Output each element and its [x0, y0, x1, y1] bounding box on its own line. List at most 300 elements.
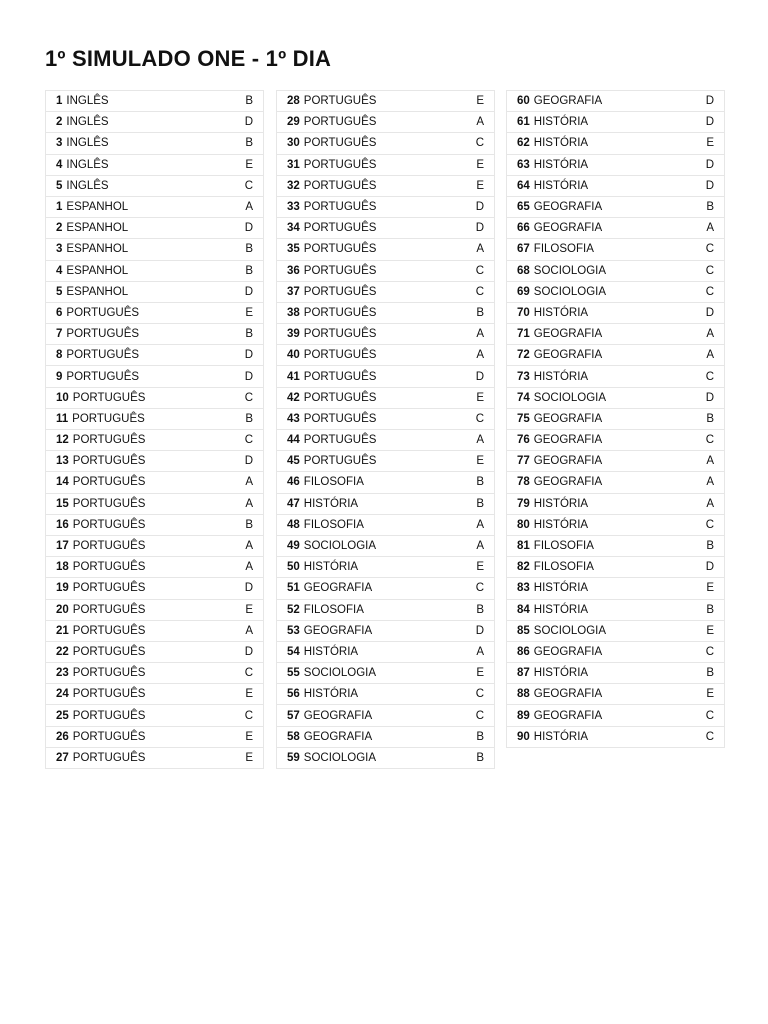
answer-row — [276, 600, 495, 621]
answer-letter: B — [245, 518, 253, 531]
subject-label: GEOGRAFIA — [533, 328, 603, 341]
subject-label: HISTÓRIA — [533, 306, 589, 319]
question-number: 31 — [287, 158, 300, 171]
answer-row — [276, 494, 495, 515]
answer-letter: B — [245, 264, 253, 277]
subject-label: SOCIOLOGIA — [303, 667, 377, 680]
answer-letter: A — [706, 222, 714, 235]
question-number: 12 — [56, 434, 69, 447]
subject-label: FILOSOFIA — [533, 243, 594, 256]
answer-letter: B — [245, 328, 253, 341]
answer-row — [45, 578, 264, 599]
answer-letter: C — [705, 645, 714, 658]
question-number: 79 — [517, 497, 530, 510]
question-number: 46 — [287, 476, 300, 489]
subject-label: SOCIOLOGIA — [533, 285, 607, 298]
subject-label: HISTÓRIA — [533, 518, 589, 531]
answer-letter: A — [476, 116, 484, 129]
subject-label: HISTÓRIA — [303, 688, 359, 701]
answer-column-2 — [276, 90, 495, 769]
subject-label: HISTÓRIA — [303, 561, 359, 574]
question-number: 24 — [56, 688, 69, 701]
subject-label: PORTUGUÊS — [303, 158, 377, 171]
answer-row — [276, 515, 495, 536]
answer-row — [276, 345, 495, 366]
answer-row — [506, 366, 725, 387]
question-number: 35 — [287, 243, 300, 256]
question-number: 83 — [517, 582, 530, 595]
answer-letter: C — [705, 285, 714, 298]
question-number: 22 — [56, 645, 69, 658]
answer-letter: C — [705, 730, 714, 743]
question-number: 1 — [56, 201, 63, 214]
subject-label: SOCIOLOGIA — [303, 540, 377, 553]
answer-letter: C — [705, 709, 714, 722]
subject-label: INGLÊS — [66, 95, 109, 108]
answer-letter: B — [476, 730, 484, 743]
question-number: 75 — [517, 412, 530, 425]
answer-row — [506, 218, 725, 239]
answer-letter: E — [476, 158, 484, 171]
question-number: 89 — [517, 709, 530, 722]
answer-row — [45, 748, 264, 769]
subject-label: GEOGRAFIA — [303, 582, 373, 595]
answer-letter: C — [475, 582, 484, 595]
question-number: 88 — [517, 688, 530, 701]
answer-row — [276, 388, 495, 409]
page-title: 1º SIMULADO ONE - 1º DIA — [45, 46, 332, 71]
subject-label: FILOSOFIA — [303, 603, 364, 616]
subject-label: PORTUGUÊS — [72, 709, 146, 722]
answer-letter: A — [245, 540, 253, 553]
subject-label: GEOGRAFIA — [533, 349, 603, 362]
question-number: 5 — [56, 179, 63, 192]
subject-label: HISTÓRIA — [533, 158, 589, 171]
subject-label: PORTUGUÊS — [72, 476, 146, 489]
answer-letter: C — [244, 434, 253, 447]
subject-label: HISTÓRIA — [533, 730, 589, 743]
subject-label: PORTUGUÊS — [303, 328, 377, 341]
question-number: 7 — [56, 328, 63, 341]
subject-label: PORTUGUÊS — [303, 137, 377, 150]
subject-label: HISTÓRIA — [533, 370, 589, 383]
question-number: 27 — [56, 751, 69, 764]
answer-letter: E — [706, 688, 714, 701]
question-number: 5 — [56, 285, 63, 298]
answer-row — [276, 324, 495, 345]
subject-label: PORTUGUÊS — [303, 391, 377, 404]
subject-label: HISTÓRIA — [533, 582, 589, 595]
answer-row — [45, 388, 264, 409]
question-number: 81 — [517, 540, 530, 553]
answer-row — [45, 600, 264, 621]
answer-row — [276, 536, 495, 557]
question-number: 84 — [517, 603, 530, 616]
answer-row — [45, 430, 264, 451]
question-number: 26 — [56, 730, 69, 743]
question-number: 18 — [56, 561, 69, 574]
answer-letter: B — [706, 603, 714, 616]
question-number: 9 — [56, 370, 63, 383]
subject-label: GEOGRAFIA — [303, 709, 373, 722]
answer-row — [506, 515, 725, 536]
subject-label: HISTÓRIA — [533, 667, 589, 680]
answer-row — [45, 324, 264, 345]
answer-row — [45, 663, 264, 684]
answer-letter: E — [245, 751, 253, 764]
subject-label: PORTUGUÊS — [303, 179, 377, 192]
answer-letter: E — [476, 667, 484, 680]
subject-label: PORTUGUÊS — [72, 391, 146, 404]
answer-letter: C — [244, 391, 253, 404]
answer-letter: B — [706, 201, 714, 214]
answer-row — [276, 218, 495, 239]
answer-row — [45, 684, 264, 705]
question-number: 48 — [287, 518, 300, 531]
answer-letter: B — [706, 412, 714, 425]
answer-letter: D — [244, 116, 253, 129]
question-number: 32 — [287, 179, 300, 192]
subject-label: PORTUGUÊS — [303, 116, 377, 129]
subject-label: INGLÊS — [66, 137, 109, 150]
answer-row — [45, 451, 264, 472]
question-number: 51 — [287, 582, 300, 595]
question-number: 53 — [287, 624, 300, 637]
answer-row — [276, 303, 495, 324]
subject-label: INGLÊS — [66, 158, 109, 171]
subject-label: PORTUGUÊS — [66, 349, 140, 362]
answer-row — [506, 494, 725, 515]
answer-letter: E — [476, 561, 484, 574]
question-number: 87 — [517, 667, 530, 680]
question-number: 36 — [287, 264, 300, 277]
answer-row — [506, 621, 725, 642]
answer-row — [506, 261, 725, 282]
answer-letter: E — [706, 582, 714, 595]
answer-row — [506, 176, 725, 197]
question-number: 59 — [287, 751, 300, 764]
subject-label: PORTUGUÊS — [303, 455, 377, 468]
subject-label: SOCIOLOGIA — [533, 624, 607, 637]
answer-letter: A — [706, 476, 714, 489]
subject-label: ESPANHOL — [66, 222, 129, 235]
answer-row — [506, 451, 725, 472]
answer-row — [276, 684, 495, 705]
answer-row — [506, 388, 725, 409]
answer-letter: C — [705, 434, 714, 447]
answer-row — [45, 366, 264, 387]
question-number: 82 — [517, 561, 530, 574]
answer-row — [276, 727, 495, 748]
answer-row — [45, 727, 264, 748]
answer-letter: D — [244, 582, 253, 595]
question-number: 80 — [517, 518, 530, 531]
question-number: 56 — [287, 688, 300, 701]
answer-letter: C — [475, 412, 484, 425]
answer-letter: C — [705, 518, 714, 531]
answer-letter: A — [245, 497, 253, 510]
answer-row — [276, 557, 495, 578]
answer-row — [506, 684, 725, 705]
subject-label: HISTÓRIA — [533, 497, 589, 510]
answer-row — [276, 642, 495, 663]
answer-column-3 — [506, 90, 725, 748]
answer-row — [506, 303, 725, 324]
subject-label: PORTUGUÊS — [303, 201, 377, 214]
question-number: 90 — [517, 730, 530, 743]
answer-row — [506, 409, 725, 430]
subject-label: PORTUGUÊS — [66, 306, 140, 319]
answer-letter: B — [245, 95, 253, 108]
answer-row — [45, 197, 264, 218]
answer-letter: C — [244, 179, 253, 192]
subject-label: GEOGRAFIA — [533, 645, 603, 658]
answer-row — [45, 176, 264, 197]
answer-letter: B — [476, 476, 484, 489]
subject-label: PORTUGUÊS — [66, 370, 140, 383]
answer-letter: A — [245, 476, 253, 489]
answer-letter: A — [245, 201, 253, 214]
question-number: 52 — [287, 603, 300, 616]
question-number: 40 — [287, 349, 300, 362]
answer-letter: D — [705, 116, 714, 129]
subject-label: PORTUGUÊS — [303, 243, 377, 256]
subject-label: GEOGRAFIA — [533, 455, 603, 468]
subject-label: HISTÓRIA — [533, 137, 589, 150]
question-number: 38 — [287, 306, 300, 319]
answer-row — [45, 261, 264, 282]
question-number: 70 — [517, 306, 530, 319]
question-number: 3 — [56, 243, 63, 256]
subject-label: FILOSOFIA — [303, 518, 364, 531]
question-number: 49 — [287, 540, 300, 553]
answer-row — [45, 621, 264, 642]
question-number: 19 — [56, 582, 69, 595]
subject-label: FILOSOFIA — [533, 540, 594, 553]
answer-letter: D — [244, 455, 253, 468]
answer-letter: E — [706, 624, 714, 637]
subject-label: GEOGRAFIA — [533, 709, 603, 722]
answer-letter: E — [706, 137, 714, 150]
answer-row — [45, 91, 264, 112]
answer-letter: A — [476, 328, 484, 341]
answer-row — [276, 155, 495, 176]
answer-row — [45, 282, 264, 303]
question-number: 21 — [56, 624, 69, 637]
question-number: 30 — [287, 137, 300, 150]
answer-row — [45, 536, 264, 557]
answer-row — [276, 197, 495, 218]
answer-row — [506, 112, 725, 133]
answer-row — [506, 578, 725, 599]
answer-row — [276, 261, 495, 282]
subject-label: GEOGRAFIA — [303, 730, 373, 743]
answer-row — [45, 642, 264, 663]
answer-row — [506, 727, 725, 748]
answer-row — [276, 451, 495, 472]
question-number: 44 — [287, 434, 300, 447]
answer-row — [45, 472, 264, 493]
subject-label: PORTUGUÊS — [303, 95, 377, 108]
subject-label: PORTUGUÊS — [66, 328, 140, 341]
question-number: 13 — [56, 455, 69, 468]
answer-row — [506, 663, 725, 684]
question-number: 2 — [56, 222, 63, 235]
subject-label: GEOGRAFIA — [533, 95, 603, 108]
answer-letter: D — [705, 158, 714, 171]
answer-letter: E — [476, 179, 484, 192]
answer-letter: A — [706, 328, 714, 341]
subject-label: PORTUGUÊS — [303, 434, 377, 447]
answer-letter: A — [476, 645, 484, 658]
question-number: 65 — [517, 201, 530, 214]
subject-label: PORTUGUÊS — [72, 518, 146, 531]
question-number: 66 — [517, 222, 530, 235]
subject-label: GEOGRAFIA — [533, 434, 603, 447]
subject-label: FILOSOFIA — [303, 476, 364, 489]
answer-letter: B — [706, 540, 714, 553]
answer-row — [506, 430, 725, 451]
answer-letter: B — [476, 306, 484, 319]
subject-label: PORTUGUÊS — [72, 497, 146, 510]
answer-letter: A — [476, 434, 484, 447]
answer-letter: C — [475, 285, 484, 298]
subject-label: ESPANHOL — [66, 264, 129, 277]
question-number: 29 — [287, 116, 300, 129]
subject-label: PORTUGUÊS — [303, 222, 377, 235]
question-number: 15 — [56, 497, 69, 510]
question-number: 47 — [287, 497, 300, 510]
answer-letter: B — [476, 603, 484, 616]
subject-label: PORTUGUÊS — [72, 434, 146, 447]
answer-letter: D — [705, 95, 714, 108]
question-number: 17 — [56, 540, 69, 553]
answer-letter: A — [476, 243, 484, 256]
question-number: 57 — [287, 709, 300, 722]
answer-row — [45, 218, 264, 239]
answer-row — [276, 133, 495, 154]
subject-label: PORTUGUÊS — [303, 306, 377, 319]
answer-letter: D — [244, 222, 253, 235]
answer-row — [276, 409, 495, 430]
answer-row — [506, 197, 725, 218]
question-number: 2 — [56, 116, 63, 129]
answer-row — [506, 536, 725, 557]
subject-label: SOCIOLOGIA — [303, 751, 377, 764]
answer-row — [45, 705, 264, 726]
question-number: 50 — [287, 561, 300, 574]
answer-letter: D — [475, 624, 484, 637]
question-number: 14 — [56, 476, 69, 489]
subject-label: HISTÓRIA — [303, 645, 359, 658]
question-number: 23 — [56, 667, 69, 680]
subject-label: GEOGRAFIA — [533, 222, 603, 235]
question-number: 76 — [517, 434, 530, 447]
answer-row — [45, 239, 264, 260]
answer-row — [506, 472, 725, 493]
question-number: 8 — [56, 349, 63, 362]
answer-row — [506, 282, 725, 303]
question-number: 64 — [517, 179, 530, 192]
subject-label: GEOGRAFIA — [533, 476, 603, 489]
answer-letter: B — [476, 751, 484, 764]
subject-label: SOCIOLOGIA — [533, 391, 607, 404]
answer-row — [45, 303, 264, 324]
subject-label: HISTÓRIA — [303, 497, 359, 510]
answer-letter: D — [705, 179, 714, 192]
answer-letter: B — [245, 137, 253, 150]
answer-row — [276, 621, 495, 642]
answer-row — [45, 494, 264, 515]
answer-letter: D — [244, 349, 253, 362]
answer-row — [45, 557, 264, 578]
answer-row — [45, 515, 264, 536]
question-number: 41 — [287, 370, 300, 383]
answer-row — [506, 91, 725, 112]
subject-label: PORTUGUÊS — [72, 603, 146, 616]
answer-row — [276, 705, 495, 726]
subject-label: ESPANHOL — [66, 285, 129, 298]
question-number: 77 — [517, 455, 530, 468]
question-number: 45 — [287, 455, 300, 468]
question-number: 58 — [287, 730, 300, 743]
subject-label: PORTUGUÊS — [303, 412, 377, 425]
answer-row — [45, 133, 264, 154]
subject-label: FILOSOFIA — [533, 561, 594, 574]
answer-letter: E — [245, 306, 253, 319]
answer-letter: B — [706, 667, 714, 680]
answer-letter: D — [475, 370, 484, 383]
question-number: 16 — [56, 518, 69, 531]
answer-row — [45, 112, 264, 133]
answer-row — [276, 176, 495, 197]
answer-letter: A — [706, 497, 714, 510]
answer-letter: D — [475, 201, 484, 214]
subject-label: GEOGRAFIA — [303, 624, 373, 637]
question-number: 73 — [517, 370, 530, 383]
answer-letter: B — [245, 243, 253, 256]
subject-label: PORTUGUÊS — [72, 412, 145, 425]
subject-label: GEOGRAFIA — [533, 412, 603, 425]
answer-letter: A — [476, 349, 484, 362]
answer-letter: C — [475, 688, 484, 701]
subject-label: SOCIOLOGIA — [533, 264, 607, 277]
question-number: 37 — [287, 285, 300, 298]
subject-label: GEOGRAFIA — [533, 688, 603, 701]
subject-label: PORTUGUÊS — [72, 455, 146, 468]
question-number: 74 — [517, 391, 530, 404]
question-number: 60 — [517, 95, 530, 108]
answer-row — [276, 663, 495, 684]
answer-letter: C — [475, 137, 484, 150]
subject-label: HISTÓRIA — [533, 603, 589, 616]
answer-letter: E — [245, 603, 253, 616]
question-number: 78 — [517, 476, 530, 489]
question-number: 71 — [517, 328, 530, 341]
answer-letter: D — [705, 561, 714, 574]
question-number: 3 — [56, 137, 63, 150]
subject-label: PORTUGUÊS — [72, 645, 146, 658]
answer-row — [45, 155, 264, 176]
answer-letter: E — [476, 391, 484, 404]
answer-letter: C — [705, 243, 714, 256]
answer-row — [506, 155, 725, 176]
answer-letter: D — [475, 222, 484, 235]
question-number: 33 — [287, 201, 300, 214]
answer-letter: C — [705, 264, 714, 277]
subject-label: PORTUGUÊS — [72, 624, 146, 637]
answer-letter: E — [476, 455, 484, 468]
